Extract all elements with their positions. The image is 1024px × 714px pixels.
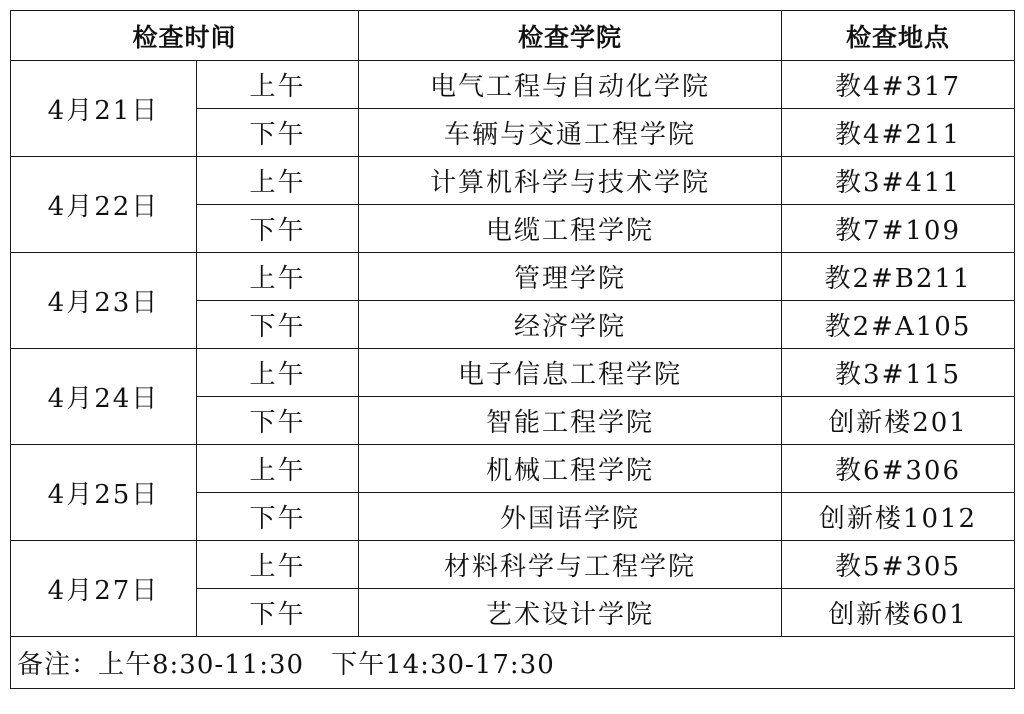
- location-cell: 教4#211: [782, 109, 1015, 157]
- college-cell: 管理学院: [359, 253, 782, 301]
- date-cell: 4月27日: [11, 541, 197, 637]
- date-cell: 4月24日: [11, 349, 197, 445]
- table-row: [11, 61, 1015, 109]
- header-time: 检查时间: [11, 11, 359, 61]
- half-day-cell: 下午: [197, 589, 359, 637]
- location-cell: 教3#411: [782, 157, 1015, 205]
- location-cell: 教7#109: [782, 205, 1015, 253]
- header-location: 检查地点: [782, 11, 1015, 61]
- location-cell: 教4#317: [782, 61, 1015, 109]
- half-day-cell: 下午: [197, 109, 359, 157]
- college-cell: 经济学院: [359, 301, 782, 349]
- location-cell: 创新楼601: [782, 589, 1015, 637]
- date-cell: 4月23日: [11, 253, 197, 349]
- table-row: [11, 445, 1015, 493]
- inspection-schedule-table: [10, 10, 1015, 689]
- college-cell: 材料科学与工程学院: [359, 541, 782, 589]
- college-cell: 智能工程学院: [359, 397, 782, 445]
- location-cell: 教2#B211: [782, 253, 1015, 301]
- college-cell: 车辆与交通工程学院: [359, 109, 782, 157]
- college-cell: 机械工程学院: [359, 445, 782, 493]
- header-row: [11, 11, 1015, 61]
- half-day-cell: 上午: [197, 445, 359, 493]
- half-day-cell: 下午: [197, 301, 359, 349]
- college-cell: 外国语学院: [359, 493, 782, 541]
- location-cell: 创新楼1012: [782, 493, 1015, 541]
- half-day-cell: 下午: [197, 397, 359, 445]
- location-cell: 教3#115: [782, 349, 1015, 397]
- table-row: [11, 541, 1015, 589]
- header-college: 检查学院: [359, 11, 782, 61]
- date-cell: 4月25日: [11, 445, 197, 541]
- college-cell: 电缆工程学院: [359, 205, 782, 253]
- half-day-cell: 下午: [197, 205, 359, 253]
- location-cell: 教2#A105: [782, 301, 1015, 349]
- table-row: [11, 157, 1015, 205]
- note-row: [11, 637, 1015, 689]
- half-day-cell: 下午: [197, 493, 359, 541]
- half-day-cell: 上午: [197, 349, 359, 397]
- college-cell: 电子信息工程学院: [359, 349, 782, 397]
- location-cell: 教5#305: [782, 541, 1015, 589]
- college-cell: 计算机科学与技术学院: [359, 157, 782, 205]
- half-day-cell: 上午: [197, 253, 359, 301]
- college-cell: 艺术设计学院: [359, 589, 782, 637]
- date-cell: 4月21日: [11, 61, 197, 157]
- table-row: [11, 253, 1015, 301]
- date-cell: 4月22日: [11, 157, 197, 253]
- half-day-cell: 上午: [197, 541, 359, 589]
- schedule-note: 备注：上午8:30-11:30 下午14:30-17:30: [11, 637, 1015, 689]
- location-cell: 创新楼201: [782, 397, 1015, 445]
- location-cell: 教6#306: [782, 445, 1015, 493]
- half-day-cell: 上午: [197, 157, 359, 205]
- half-day-cell: 上午: [197, 61, 359, 109]
- table-row: [11, 349, 1015, 397]
- college-cell: 电气工程与自动化学院: [359, 61, 782, 109]
